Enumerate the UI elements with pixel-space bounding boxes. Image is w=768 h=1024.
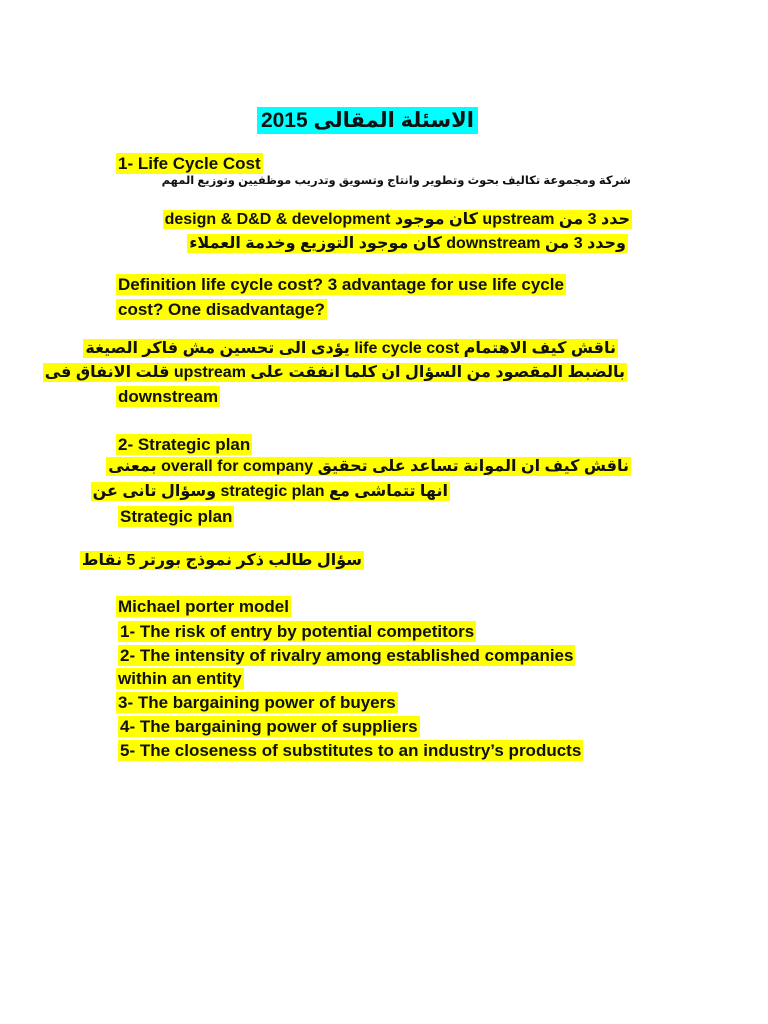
upstream-line: حدد 3 من upstream كان موجود design & D&D & development xyxy=(164,211,630,228)
porter-item-1: 1- The risk of entry by potential competitors xyxy=(120,622,475,641)
downstream-line: وحدد 3 من downstream كان موجود التوزيع وخدمة العملاء xyxy=(189,235,626,252)
section1-heading: 1- Life Cycle Cost xyxy=(118,154,261,173)
porter-question: سؤال طالب ذكر نموذج بورتر 5 نقاط xyxy=(81,552,362,569)
porter-item-4: 4- The bargaining power of suppliers xyxy=(120,717,418,736)
lcc-question-line2: cost? One disadvantage? xyxy=(118,300,325,319)
page-title xyxy=(257,110,478,131)
section1-subtitle: شركة ومجموعة تكاليف بحوث وتطوير وانتاج وتسويق وتدريب موظفيين وتوزيع المهم xyxy=(161,175,631,187)
lcc-discuss-line1: ناقش كيف الاهتمام life cycle cost يؤدى الى تحسين مش فاكر الصيغة xyxy=(85,340,616,357)
lcc-discuss-line3: downstream xyxy=(118,387,219,406)
section2-heading: 2- Strategic plan xyxy=(118,435,251,454)
porter-heading: Michael porter model xyxy=(118,597,289,616)
strategic-line2: انها تتماشى مع strategic plan وسؤال تانى عن xyxy=(92,483,448,500)
lcc-discuss-line2: بالضبط المقصود من السؤال ان كلما انفقت على upstream قلت الانفاق فى xyxy=(44,364,625,381)
strategic-line3: Strategic plan xyxy=(120,507,233,526)
porter-item-3: 3- The bargaining power of buyers xyxy=(118,693,396,712)
porter-item-5: 5- The closeness of substitutes to an industry’s products xyxy=(120,741,582,760)
porter-item-2-line1: 2- The intensity of rivalry among established companies xyxy=(120,646,574,665)
page-title-text: الاسئلة المقالى 2015 xyxy=(257,107,478,134)
porter-item-2-line2: within an entity xyxy=(118,669,242,688)
strategic-line1: ناقش كيف ان الموانة تساعد على تحقيق overall for company بمعنى xyxy=(108,458,629,475)
lcc-question-line1: Definition life cycle cost? 3 advantage for use life cycle xyxy=(118,275,564,294)
